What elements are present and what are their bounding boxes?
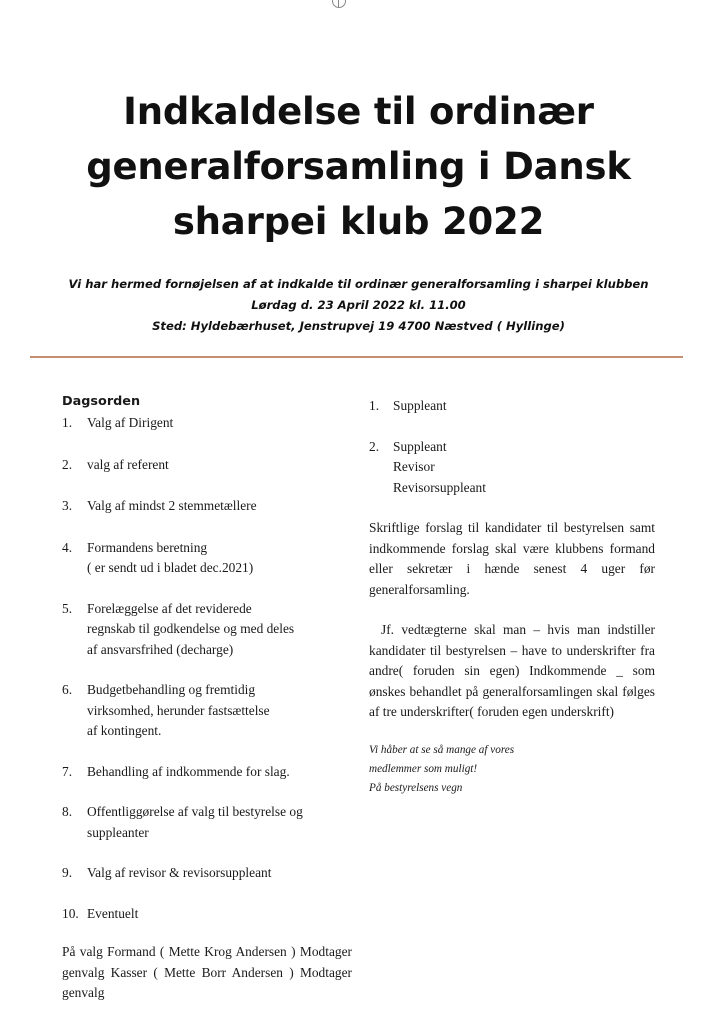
agenda-item-number: 6. (62, 682, 73, 697)
agenda-item-text: Behandling af indkommende for slag. (87, 763, 290, 779)
intro-line: Vi har hermed fornøjelsen af at indkalde til ordinær generalforsamling i sharpei klubben (68, 277, 649, 291)
intro-date: Lørdag d. 23 April 2022 kl. 11.00 (251, 298, 466, 312)
agenda-item-number: 9. (62, 865, 73, 880)
right-column (369, 396, 655, 798)
agenda-heading: Dagsorden (62, 394, 141, 409)
agenda-item-number: 7. (62, 763, 73, 779)
agenda-item-text: Budgetbehandling og fremtidig virksomhed, herunder fastsættelse af kontingent. (87, 682, 270, 738)
agenda-item-number: 5. (62, 600, 73, 616)
agenda-column (62, 394, 342, 924)
substitute-text: Suppleant (393, 398, 447, 413)
agenda-item (62, 538, 342, 579)
agenda-item-number: 2. (62, 456, 73, 472)
agenda-item-text: Eventuelt (87, 905, 139, 921)
agenda-item (62, 496, 342, 517)
divider (30, 356, 683, 358)
agenda-item (62, 762, 342, 783)
agenda-item (62, 863, 342, 884)
intro-venue: Sted: Hyldebærhuset, Jenstrupvej 19 4700 Næstved ( Hyllinge) (152, 319, 565, 333)
agenda-item-number: 1. (62, 415, 73, 430)
election-note: På valg Formand ( Mette Krog Andersen ) Modtager genvalg Kasser ( Mette Borr Andersen ) Modtager genvalg (62, 944, 352, 1000)
closing-note (369, 741, 655, 798)
binding-mark-icon (332, 0, 346, 8)
agenda-item (62, 599, 342, 661)
title-line: generalforsamling i Dansk (86, 145, 631, 188)
agenda-item-text: Forelæggelse af det reviderede regnskab til godkendelse og med deles af ansvarsfrihed (decharge) (87, 600, 295, 657)
agenda-item (62, 455, 342, 476)
agenda-item-number: 3. (62, 498, 73, 513)
agenda-item-text: Valg af Dirigent (87, 415, 174, 430)
substitute-number: 1. (369, 398, 380, 413)
agenda-item-text: Offentliggørelse af valg til bestyrelse og suppleanter (87, 804, 303, 840)
agenda-item-text: Valg af revisor & revisorsuppleant (87, 865, 272, 880)
agenda-item-number: 10. (62, 905, 79, 921)
agenda-item-text: Formandens beretning ( er sendt ud i bladet dec.2021) (87, 539, 254, 575)
title-line: Indkaldelse til ordinær (123, 90, 594, 133)
agenda-item (62, 802, 342, 843)
intro-text (0, 274, 717, 337)
closing-signature: På bestyrelsens vegn (369, 781, 463, 794)
substitute-item (369, 437, 655, 499)
substitute-number: 2. (369, 438, 380, 454)
closing-line: medlemmer som muligt! (369, 762, 478, 775)
proposal-paragraph: Skriftlige forslag til kandidater til bestyrelsen samt indkommende forslag skal være klubbens formand eller sekretær i hænde senest 4 uger før generalforsamling. (369, 520, 655, 597)
agenda-item-text: Valg af mindst 2 stemmetællere (87, 498, 257, 513)
substitute-text: Suppleant Revisor Revisorsuppleant (393, 438, 486, 495)
title-line: sharpei klub 2022 (172, 200, 545, 243)
substitute-item (369, 396, 655, 417)
agenda-item-text: valg af referent (87, 456, 169, 472)
agenda-item-number: 4. (62, 539, 73, 555)
agenda-item (62, 413, 342, 434)
page-title (0, 84, 717, 249)
statutes-paragraph: Jf. vedtægterne skal man – hvis man indstiller kandidater til bestyrelsen – have to underskrifter fra andre( foruden sin egen) Indkommende _ som ønskes behandlet på generalforsamlingen skal følges af tre underskrifter( foruden egen underskrift) (369, 622, 655, 719)
agenda-item (62, 904, 342, 925)
agenda-item (62, 680, 342, 742)
agenda-item-number: 8. (62, 804, 73, 819)
closing-line: Vi håber at se så mange af vores (369, 743, 515, 756)
